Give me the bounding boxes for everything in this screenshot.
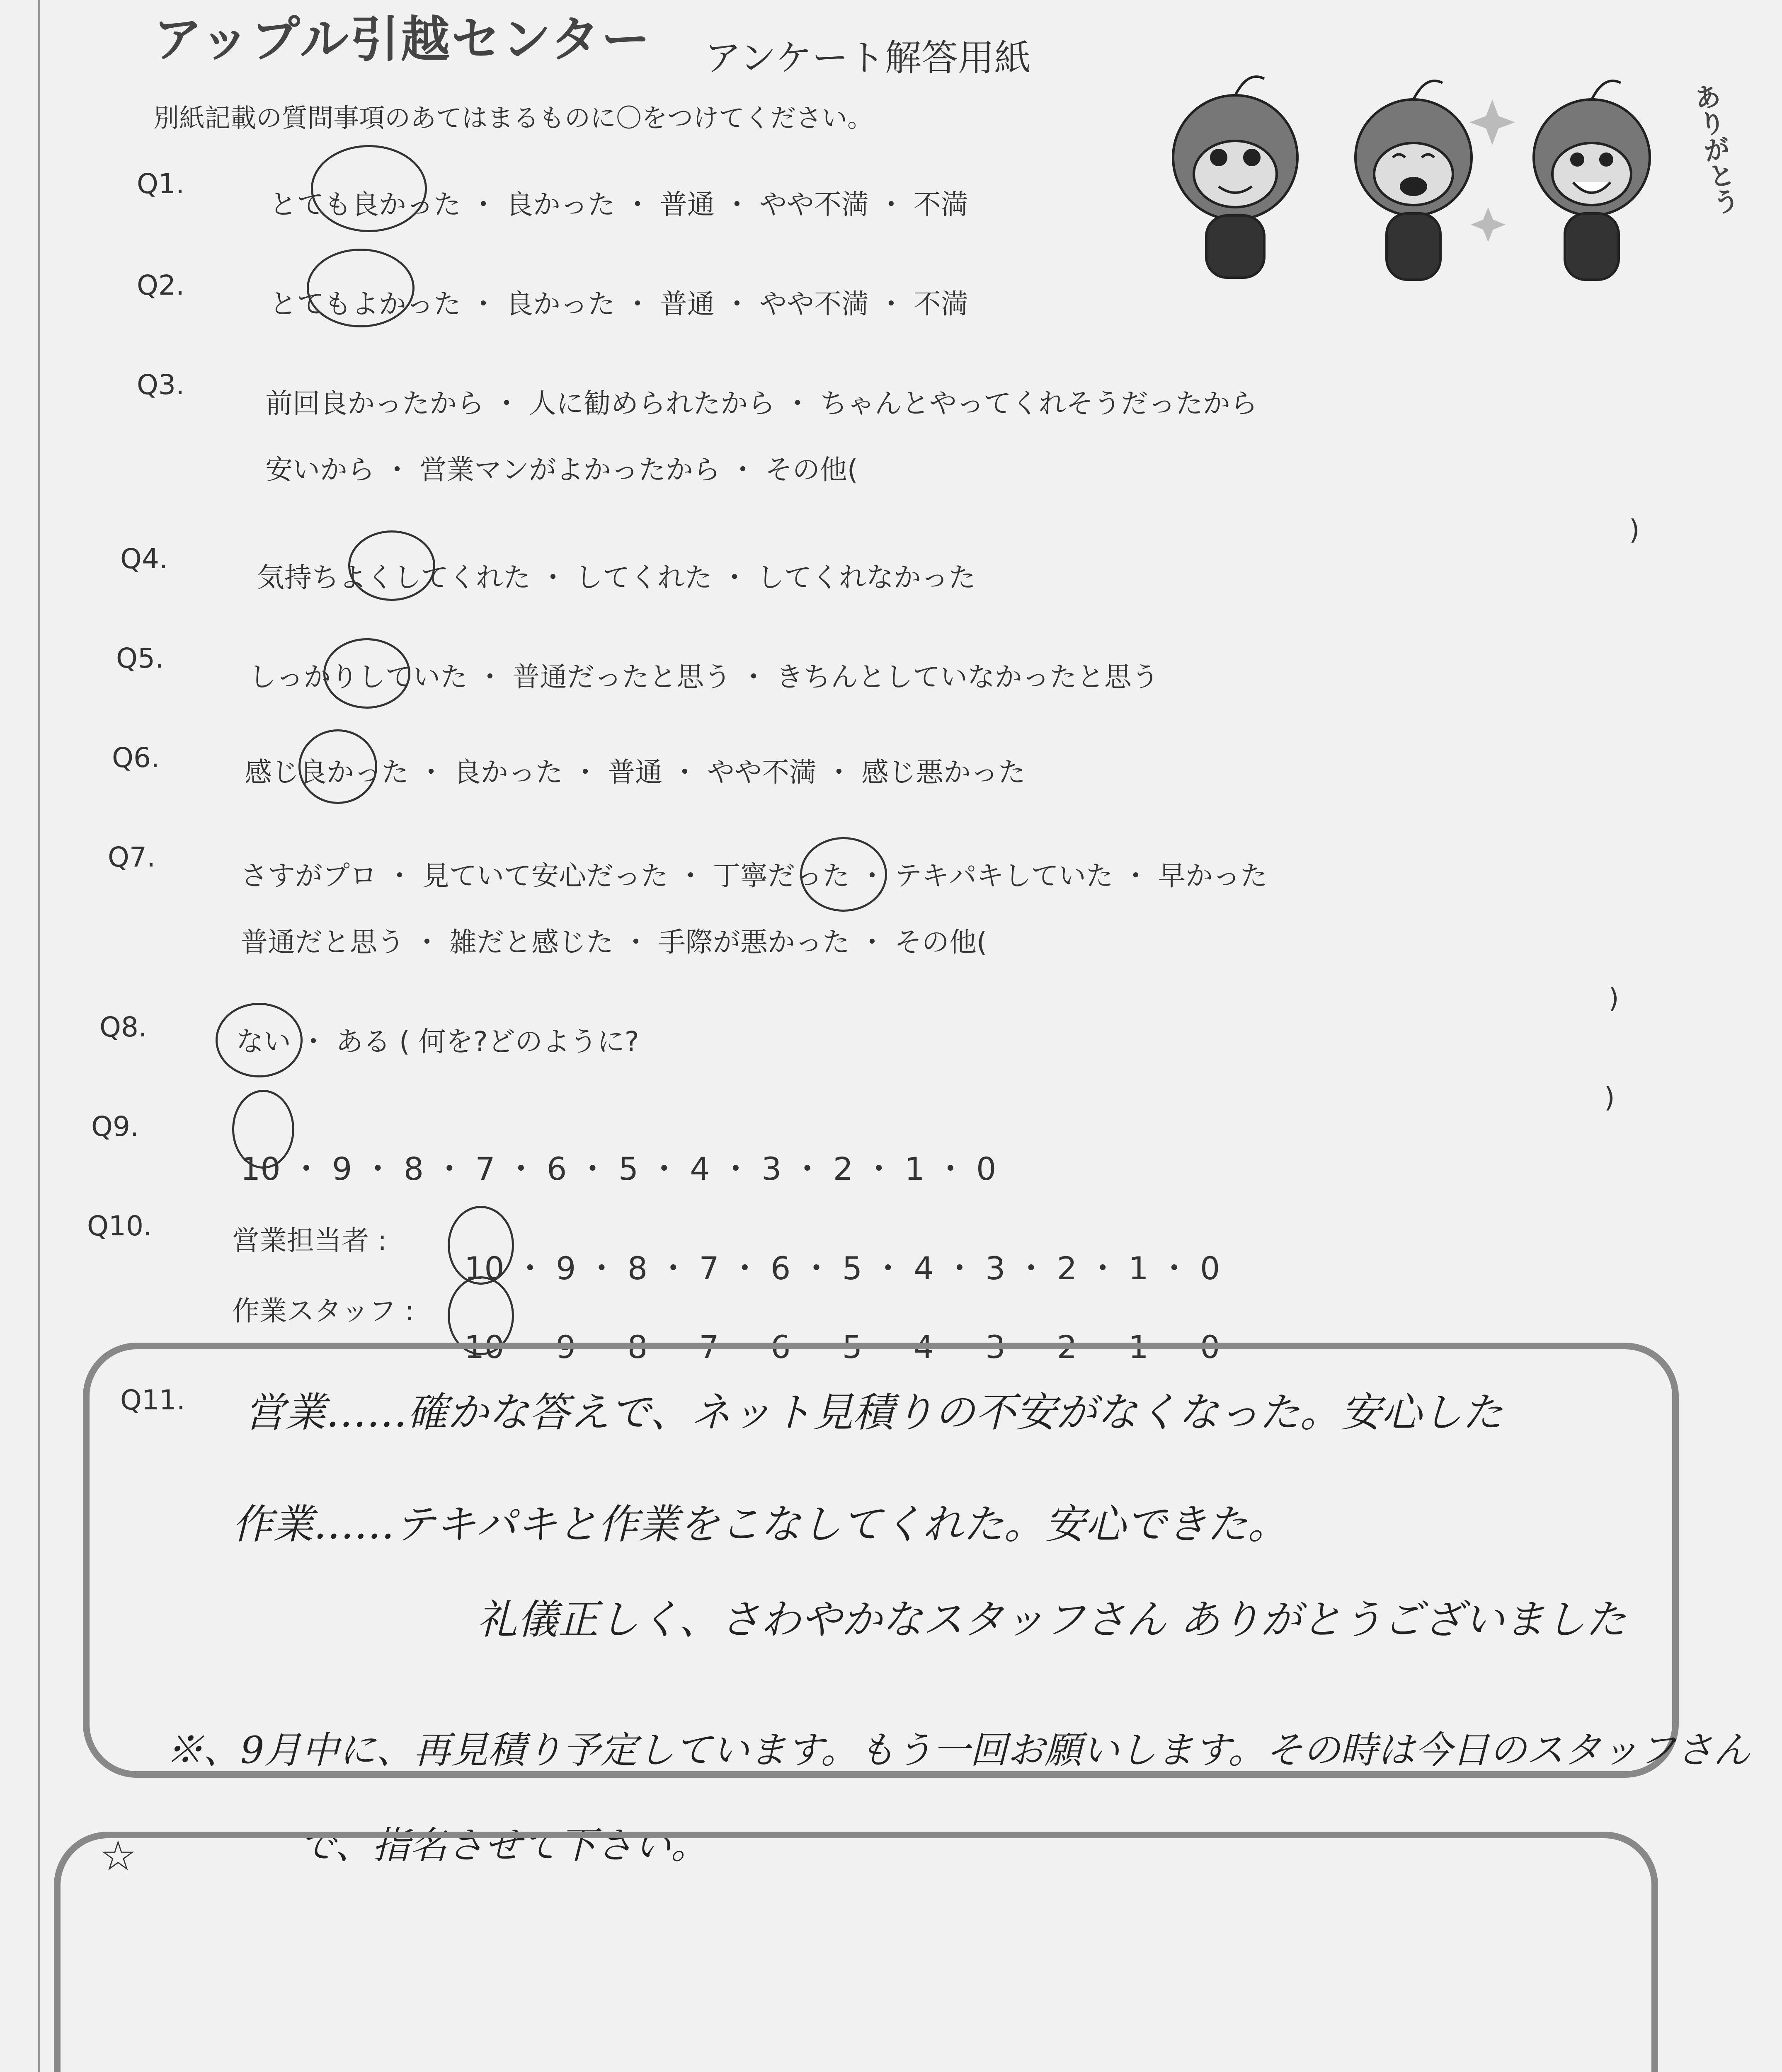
q10-sales-scale: 10 ・ 9 ・ 8 ・ 7 ・ 6 ・ 5 ・ 4 ・ 3 ・ 2 ・ 1 ・ 0 xyxy=(464,1250,1220,1287)
thanks-text: ありがとう xyxy=(1687,81,1741,217)
company-title: アップル引越センター xyxy=(153,11,652,68)
q10-sales-answer-circle xyxy=(448,1206,514,1285)
q1-answer-circle xyxy=(311,145,427,232)
monkey-mascots-illustration xyxy=(1152,62,1733,294)
q10-staff-label: 作業スタッフ : xyxy=(232,1295,415,1327)
q8-close-paren: ) xyxy=(1604,1082,1615,1113)
q11-handwritten-line2: 作業……テキパキと作業をこなしてくれた。安心できた。 xyxy=(232,1501,1289,1548)
q6-answer-circle xyxy=(298,729,377,804)
q10-label: Q10. xyxy=(87,1210,152,1242)
q3-options-line1: 前回良かったから ・ 人に勧められたから ・ ちゃんとやってくれそうだったから xyxy=(265,387,1258,419)
q9-scale: 10 ・ 9 ・ 8 ・ 7 ・ 6 ・ 5 ・ 4 ・ 3 ・ 2 ・ 1 ・ 0 xyxy=(240,1150,996,1187)
q4-answer-circle xyxy=(348,530,435,601)
monkey-3-icon xyxy=(1534,81,1650,280)
monkey-1-icon xyxy=(1173,77,1297,278)
q2-answer-circle xyxy=(307,249,415,327)
q10-staff-scale: 10 ・ 9 ・ 8 ・ 7 ・ 6 ・ 5 ・ 4 ・ 3 ・ 2 ・ 1 ・ 0 xyxy=(464,1329,1220,1365)
q7-label: Q7. xyxy=(108,841,155,873)
star-comment-box xyxy=(54,1832,1658,2072)
q8-options: ない ・ ある ( 何を?どのように? xyxy=(236,1026,639,1058)
form-subtitle: アンケート解答用紙 xyxy=(705,36,1031,79)
q7-options-line1: さすがプロ ・ 見ていて安心だった ・ 丁寧だった ・ テキパキしていた ・ 早かった xyxy=(240,860,1268,892)
q7-close-paren: ) xyxy=(1608,982,1619,1014)
q5-label: Q5. xyxy=(116,642,164,674)
q11-handwritten-line5: で、指名させて下さい。 xyxy=(298,1824,708,1867)
q5-answer-circle xyxy=(323,638,410,709)
q2-label: Q2. xyxy=(137,269,184,301)
q3-close-paren: ) xyxy=(1629,514,1640,546)
q1-options: とても良かった ・ 良かった ・ 普通 ・ やや不満 ・ 不満 xyxy=(269,189,968,220)
q7-options-line2: 普通だと思う ・ 雑だと感じた ・ 手際が悪かった ・ その他( xyxy=(240,926,987,958)
q4-options: 気持ちよくしてくれた ・ してくれた ・ してくれなかった xyxy=(257,562,976,593)
q3-label: Q3. xyxy=(137,369,184,401)
monkey-2-icon xyxy=(1355,81,1472,280)
q4-label: Q4. xyxy=(120,543,168,575)
page-left-rule xyxy=(38,0,40,2072)
q6-options: 感じ良かった ・ 良かった ・ 普通 ・ やや不満 ・ 感じ悪かった xyxy=(245,756,1026,788)
q11-label: Q11. xyxy=(120,1384,185,1416)
q9-label: Q9. xyxy=(91,1111,139,1143)
q5-options: しっかりしていた ・ 普通だったと思う ・ きちんとしていなかったと思う xyxy=(249,661,1159,693)
q9-answer-circle xyxy=(232,1090,294,1169)
q2-options: とてもよかった ・ 良かった ・ 普通 ・ やや不満 ・ 不満 xyxy=(269,288,968,320)
q8-label: Q8. xyxy=(99,1011,147,1043)
q7-answer-circle xyxy=(800,837,887,912)
q8-answer-circle xyxy=(216,1003,303,1077)
q11-handwritten-line3: 礼儀正しく、さわやかなスタッフさん ありがとうございました xyxy=(477,1596,1627,1644)
q10-sales-label: 営業担当者 : xyxy=(232,1225,387,1256)
q3-options-line2: 安いから ・ 営業マンがよかったから ・ その他( xyxy=(265,454,858,486)
q11-handwritten-line1: 営業……確かな答えで、ネット見積りの不安がなくなった。安心した xyxy=(245,1389,1503,1436)
instruction-text: 別紙記載の質問事項のあてはまるものに〇をつけてください。 xyxy=(153,103,873,133)
q6-label: Q6. xyxy=(112,742,160,774)
q11-handwritten-line4: ※、9月中に、再見積り予定しています。もう一回お願いします。その時は今日のスタッフさん xyxy=(166,1728,1750,1772)
q1-label: Q1. xyxy=(137,168,184,200)
star-icon: ☆ xyxy=(99,1832,137,1880)
